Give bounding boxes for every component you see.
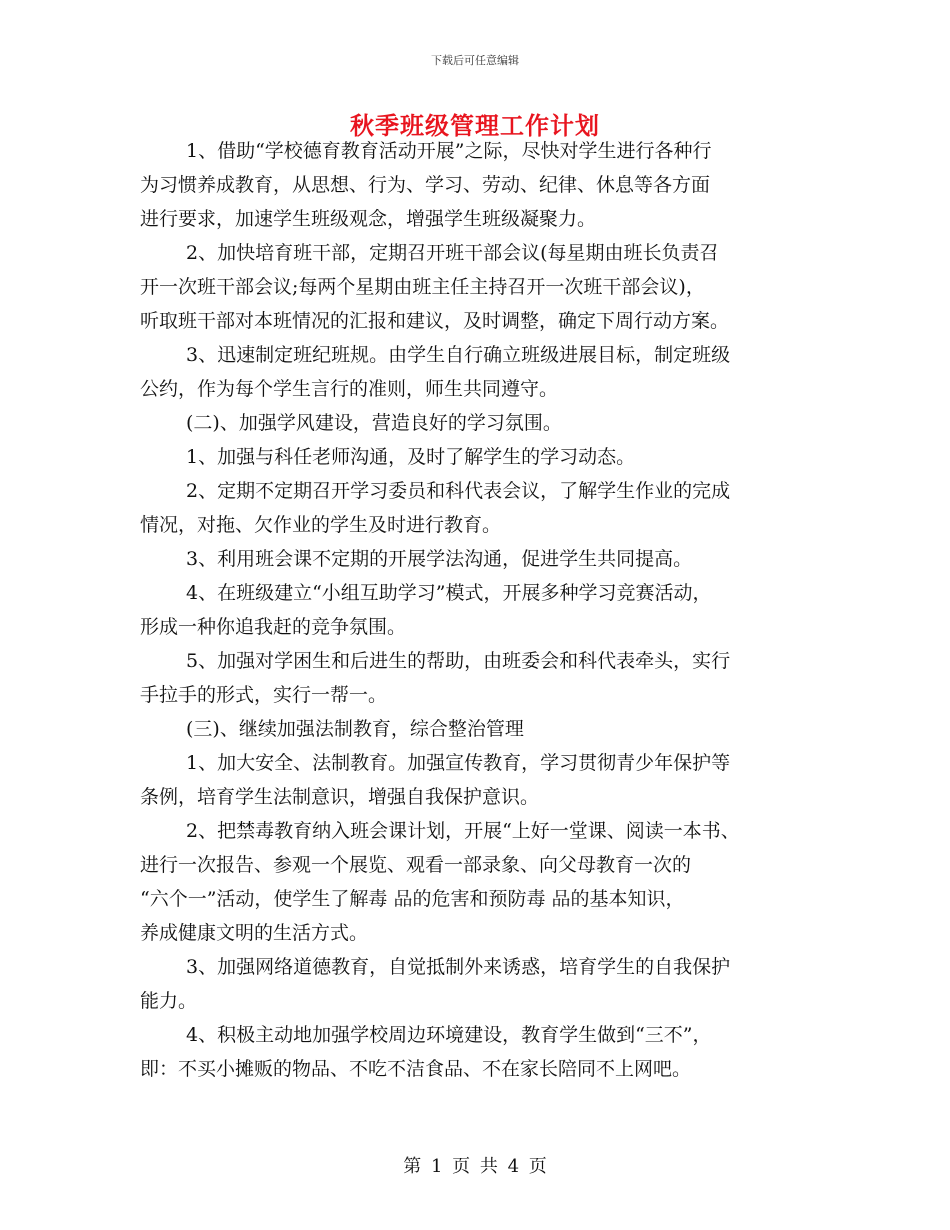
text-line: 2、定期不定期召开学习委员和科代表会议，了解学生作业的完成 (186, 480, 731, 502)
text-line: 1、借助“学校德育教育活动开展”之际，尽快对学生进行各种行 (186, 140, 712, 162)
text-line: 3、迅速制定班纪班规。由学生自行确立班级进展目标，制定班级 (186, 344, 731, 366)
text-line: 为习惯养成教育，从思想、行为、学习、劳动、纪律、休息等各方面 (140, 174, 711, 196)
text-line: 4、在班级建立“小组互助学习”模式，开展多种学习竞赛活动， (186, 582, 712, 604)
text-line: 手拉手的形式，实行一帮一。 (140, 684, 388, 706)
text-line: 进行要求，加速学生班级观念，增强学生班级凝聚力。 (140, 208, 597, 230)
text-line: 公约，作为每个学生言行的准则，师生共同遵守。 (140, 378, 559, 400)
text-line: 2、加快培育班干部，定期召开班干部会议(每星期由班长负责召 (186, 242, 719, 264)
text-line: 形成一种你追我赶的竞争氛围。 (140, 616, 407, 638)
text-line: 3、利用班会课不定期的开展学法沟通，促进学生共同提高。 (186, 548, 693, 570)
text-line: 1、加大安全、法制教育。加强宣传教育，学习贯彻青少年保护等 (186, 752, 731, 774)
text-line: 听取班干部对本班情况的汇报和建议，及时调整，确定下周行动方案。 (140, 310, 730, 332)
header-note: 下载后可任意编辑 (431, 54, 519, 67)
text-line: 4、积极主动地加强学校周边环境建设，教育学生做到“三不”， (186, 1024, 712, 1046)
text-line: “六个一”活动，使学生了解毒 品的危害和预防毒 品的基本知识， (140, 888, 685, 910)
text-line: 进行一次报告、参观一个展览、观看一部录象、向父母教育一次的 (140, 854, 692, 876)
text-line: 条例，培育学生法制意识，增强自我保护意识。 (140, 786, 540, 808)
text-line: (三)、继续加强法制教育，综合整治管理 (186, 718, 524, 740)
text-line: (二)、加强学风建设，营造良好的学习氛围。 (186, 412, 562, 434)
text-line: 2、把禁毒教育纳入班会课计划，开展“上好一堂课、阅读一本书、 (186, 820, 740, 842)
text-line: 3、加强网络道德教育，自觉抵制外来诱惑，培育学生的自我保护 (186, 956, 731, 978)
document-title: 秋季班级管理工作计划 (350, 111, 600, 140)
page-footer: 第 1 页 共 4 页 (403, 1156, 547, 1177)
text-line: 即：不买小摊贩的物品、不吃不洁食品、不在家长陪同不上网吧。 (140, 1058, 692, 1080)
text-line: 养成健康文明的生活方式。 (140, 922, 369, 944)
text-line: 开一次班干部会议;每两个星期由班主任主持召开一次班干部会议)， (140, 276, 705, 298)
text-line: 能力。 (140, 990, 198, 1012)
document-body (140, 134, 820, 1086)
text-line: 1、加强与科任老师沟通，及时了解学生的学习动态。 (186, 446, 636, 468)
text-line: 5、加强对学困生和后进生的帮助，由班委会和科代表牵头，实行 (186, 650, 731, 672)
text-line: 情况，对拖、欠作业的学生及时进行教育。 (140, 514, 502, 536)
